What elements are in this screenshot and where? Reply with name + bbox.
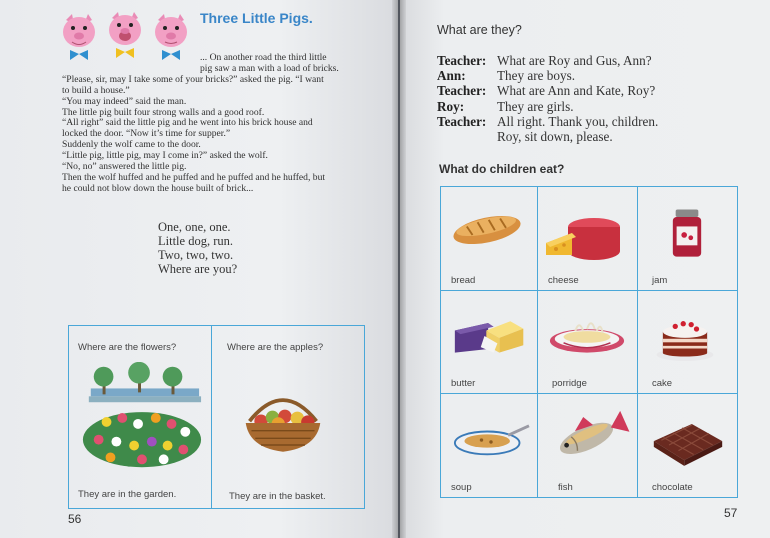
food-label: cheese [548,275,579,286]
dialogue-row [437,99,658,114]
story-line: locked the door. “Now it’s time for supper.” [62,128,231,140]
food-label: chocolate [652,482,693,493]
dialogue-line: They are girls. [497,98,574,114]
butter-icon [453,315,527,357]
dialogue-heading: What are they? [437,23,522,37]
food-label: soup [451,482,472,493]
story-line: to build a house.” [62,84,130,96]
food-label: bread [451,275,476,286]
story-line: ... On another road the third little [200,52,327,63]
apples-panel [212,326,363,508]
foods-heading: What do children eat? [439,162,565,176]
soup-icon [451,422,531,460]
story-line: pig saw a man with a load of bricks. [200,62,339,74]
apple-basket-illustration [240,392,326,456]
apples-answer: They are in the basket. [229,491,326,502]
food-label: butter [451,378,476,389]
story-line: The little pig built four strong walls and a good roof. [62,106,265,118]
food-label: fish [558,482,573,493]
flower-garden-illustration [77,362,205,472]
cake-icon [654,311,716,363]
page-number-left: 56 [68,512,82,526]
story-line: “All right” said the little pig and he went into his brick house and [62,117,313,129]
food-label: cake [652,378,673,389]
speaker: Teacher: [437,83,487,99]
food-cell-jam [638,187,737,290]
rhyme-line: One, one, one. [158,220,231,234]
story-line: Then the wolf huffed and he puffed and he puffed and he huffed, but [62,171,326,183]
story-line: he could not blow down the house built of brick... [62,182,254,194]
bread-icon [449,211,525,249]
food-label: porridge [552,378,587,389]
apples-question: Where are the apples? [227,342,324,353]
story-line: “No, no” answered the little pig. [62,161,187,173]
cheese-icon [544,211,624,263]
dialogue-line: All right. Thank you, children. [497,113,659,129]
story-title: Three Little Pigs. [200,10,313,26]
dialogue-row [437,53,658,68]
dialogue-line: What are Ann and Kate, Roy? [497,83,656,99]
fish-icon [550,404,630,464]
page-number-right: 57 [724,506,738,520]
food-cell-chocolate [638,394,737,497]
food-cell-soup [441,394,537,497]
jam-icon [670,209,704,259]
speaker [437,129,497,144]
dialogue-line: Roy, sit down, please. [497,129,613,145]
flowers-panel [69,326,212,508]
chocolate-icon [650,420,726,468]
rhyme-line: Where are you? [158,262,238,276]
flowers-question: Where are the flowers? [78,342,177,353]
story-line: “Little pig, little pig, may I come in?” asked the wolf. [62,150,268,162]
speaker: Roy: [437,98,465,114]
food-cell-fish [538,394,637,497]
dialogue [437,53,658,144]
food-cell-porridge [538,291,637,393]
speaker: Ann: [437,68,466,84]
story-line: “Please, sir, may I take some of your bricks?” asked the pig. “I want [62,73,324,85]
food-cell-butter [441,291,537,393]
food-cell-cheese [538,187,637,290]
food-grid [440,186,738,498]
story-line: “You may indeed” said the man. [62,95,187,107]
story-text [62,53,374,195]
dialogue-line: They are boys. [497,68,575,84]
rhyme-line: Little dog, run. [158,234,233,248]
picture-panels [68,325,365,509]
dialogue-row [437,114,658,129]
dialogue-line: What are Roy and Gus, Ann? [497,53,652,68]
story-line: Suddenly the wolf came to the door. [62,139,201,151]
dialogue-row [437,68,658,83]
porridge-icon [546,313,628,357]
food-cell-cake [638,291,737,393]
food-cell-bread [441,187,537,290]
dialogue-row [437,129,658,144]
speaker: Teacher: [437,113,487,129]
food-label: jam [652,275,668,286]
rhyme-line: Two, two, two. [158,248,234,262]
rhyme [158,220,237,276]
book-spine-shadow [392,0,406,538]
speaker: Teacher: [437,53,487,68]
dialogue-row [437,83,658,98]
flowers-answer: They are in the garden. [78,489,177,500]
